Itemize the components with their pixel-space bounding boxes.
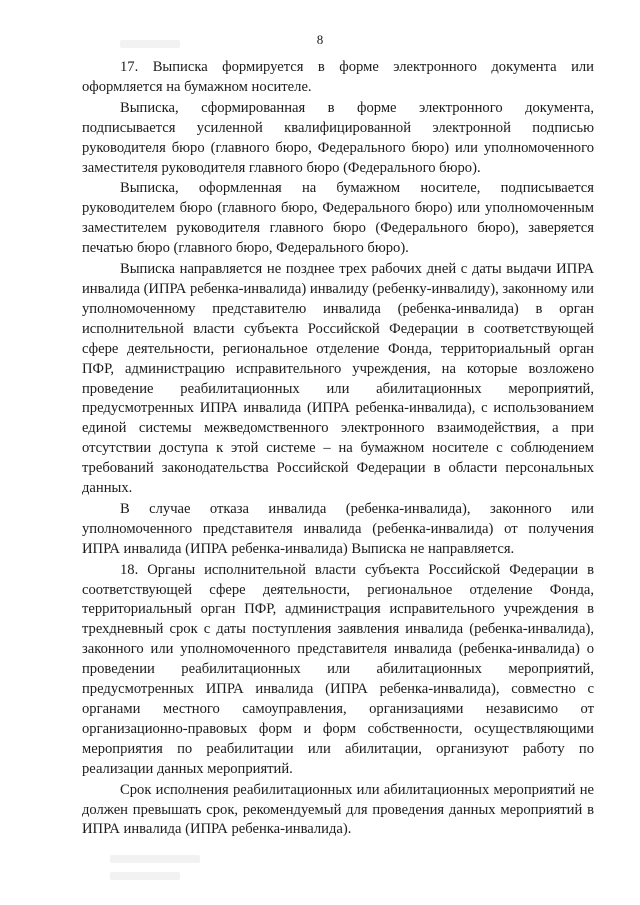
paragraph-deadline: Срок исполнения реабилитационных или абилитационных мероприятий не должен превышать срок, рекомендуемый для проведения данных мероприятий в ИПРА инвалида (ИПРА ребенка-инвалида). (82, 781, 594, 838)
paragraph-paper-signature: Выписка, оформленная на бумажном носителе, подписывается руководителем бюро (главного бюро, Федерального бюро) или уполномоченным заместителем руководителя главного бюро (Федерального бюро), заверяется печатью бюро (главного бюро, Федерального бюро). (82, 180, 594, 257)
document-body (82, 58, 594, 840)
page-number: 8 (316, 32, 324, 47)
paragraph-18-organization: 18. Органы исполнительной власти субъекта Российской Федерации в соответствующей сфере деятельности, региональное отделение Фонда, территориальный орган ПФР, администрация исправительного учреждения в трехдневный срок с даты поступления заявления инвалида (ребенка-инвалида), законного или уполномоченного представителя инвалида (ребенка-инвалида) о проведении реабилитационных или абилитационных мероприятий, предусмотренных ИПРА инвалида (ИПРА ребенка-инвалида), совместно с органами местного самоуправления, организациями независимо от организационно-правовых форм и форм собственности, осуществляющими мероприятия по реабилитации или абилитации, организуют работу по реализации данных мероприятий. (82, 561, 594, 777)
scan-artifact (110, 872, 180, 880)
paragraph-refusal: В случае отказа инвалида (ребенка-инвалида), законного или уполномоченного представителя инвалида (ребенка-инвалида) от получения ИПРА инвалида (ИПРА ребенка-инвалида) Выписка не направляется. (82, 500, 594, 557)
paragraph-electronic-signature: Выписка, сформированная в форме электронного документа, подписывается усиленной квалифицированной электронной подписью руководителя бюро (главного бюро, Федерального бюро) или уполномоченного заместителя руководителя главного бюро (Федерального бюро). (82, 99, 594, 176)
paragraph-17-intro: 17. Выписка формируется в форме электронного документа или оформляется на бумажном носителе. (82, 59, 594, 95)
scan-artifact (110, 855, 200, 863)
paragraph-delivery: Выписка направляется не позднее трех рабочих дней с даты выдачи ИПРА инвалида (ИПРА ребенка-инвалида) инвалиду (ребенку-инвалиду), законному или уполномоченному представителю инвалида (ребенка-инвалида) в орган исполнительной власти субъекта Российской Федерации в соответствующей сфере деятельности, региональное отделение Фонда, территориальный орган ПФР, администрацию исправительного учреждения, на которые возложено проведение реабилитационных или абилитационных мероприятий, предусмотренных ИПРА инвалида (ИПРА ребенка-инвалида), с использованием единой системы межведомственного электронного взаимодействия, а при отсутствии доступа к этой системе – на бумажном носителе с соблюдением требований законодательства Российской Федерации в области персональных данных. (82, 261, 594, 497)
